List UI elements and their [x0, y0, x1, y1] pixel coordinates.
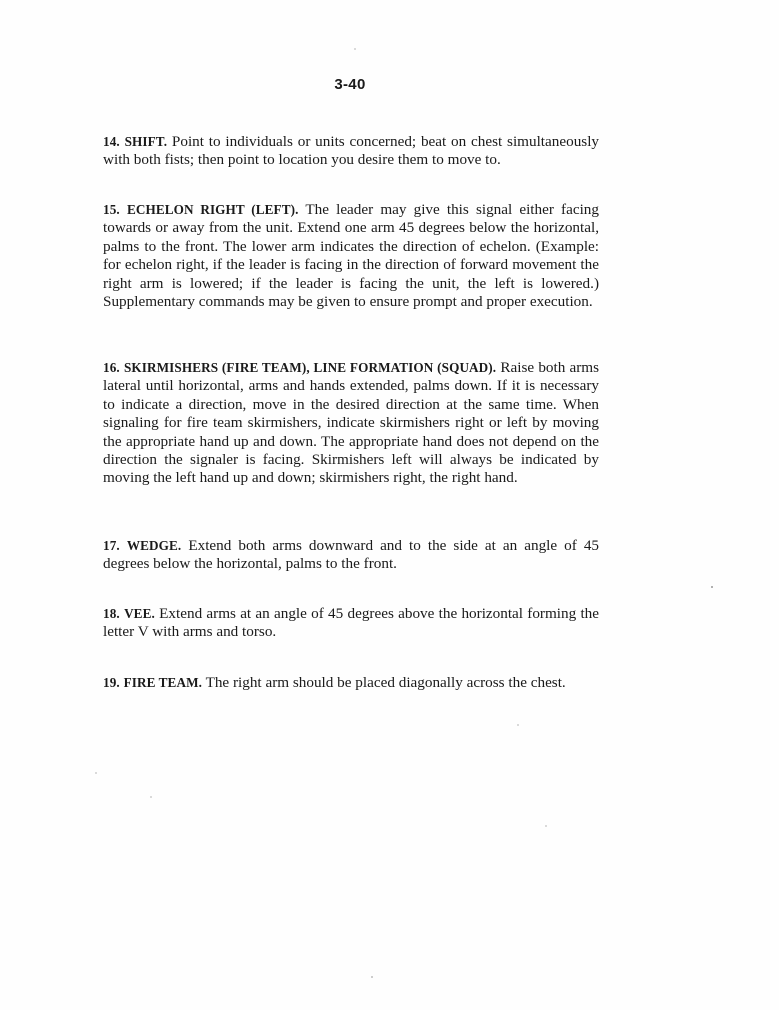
scan-speck: [545, 825, 547, 827]
scan-speck: [711, 586, 713, 588]
section-number: 15.: [103, 202, 120, 217]
section-title: SHIFT.: [124, 134, 168, 149]
page-number: 3-40: [334, 76, 366, 93]
section-15-echelon: [103, 201, 599, 311]
scan-speck: [150, 796, 152, 798]
section-title: WEDGE.: [126, 538, 182, 553]
section-number: 18.: [103, 606, 120, 621]
section-title: SKIRMISHERS (FIRE TEAM), LINE FORMATION (SQUAD).: [123, 360, 497, 375]
section-number: 14.: [103, 134, 120, 149]
scan-speck: [517, 724, 519, 726]
section-18-vee: [103, 605, 599, 642]
section-body: The leader may give this signal either facing towards or away from the unit. Extend one arm 45 degrees below the horizontal, palms to the front. The lower arm indicates the direction of echelon. (Example: for echelon right, if the leader is facing in the direction of forward movement the right arm is lowered; if the leader is facing the unit, the left is lowered.) Supplementary commands may be given to ensure prompt and proper execution.: [103, 201, 599, 311]
section-number: 17.: [103, 538, 120, 553]
section-title: FIRE TEAM.: [123, 675, 203, 690]
scan-speck: [371, 976, 373, 978]
section-body: Raise both arms lateral until horizontal, arms and hands extended, palms down. If it is necessary to indicate a direction, move in the desired direction at the same time. When signaling for fire team skirmishers, indicate skirmishers right or left by moving the appropriate hand up and down. The appropriate hand does not depend on the direction the signaler is facing. Skirmishers left will always be indicated by moving the left hand up and down; skirmishers right, the right hand.: [103, 359, 600, 487]
section-body: Extend arms at an angle of 45 degrees above the horizontal forming the letter V with arms and torso.: [103, 605, 600, 641]
section-number: 16.: [103, 360, 120, 375]
section-title: ECHELON RIGHT (LEFT).: [126, 202, 299, 217]
section-number: 19.: [103, 675, 120, 690]
section-body: The right arm should be placed diagonally across the chest.: [205, 674, 566, 691]
section-17-wedge: [103, 537, 599, 574]
section-title: VEE.: [124, 606, 155, 621]
section-body: Extend both arms downward and to the side at an angle of 45 degrees below the horizontal, palms to the front.: [103, 537, 600, 573]
section-body: Point to individuals or units concerned; beat on chest simultaneously with both fists; then point to location you desire them to move to.: [103, 133, 600, 169]
scan-speck: [354, 48, 356, 50]
section-19-fire-team: [103, 674, 599, 692]
scan-speck: [95, 772, 97, 774]
section-16-skirmishers: [103, 359, 599, 488]
section-14-shift: [103, 133, 599, 170]
